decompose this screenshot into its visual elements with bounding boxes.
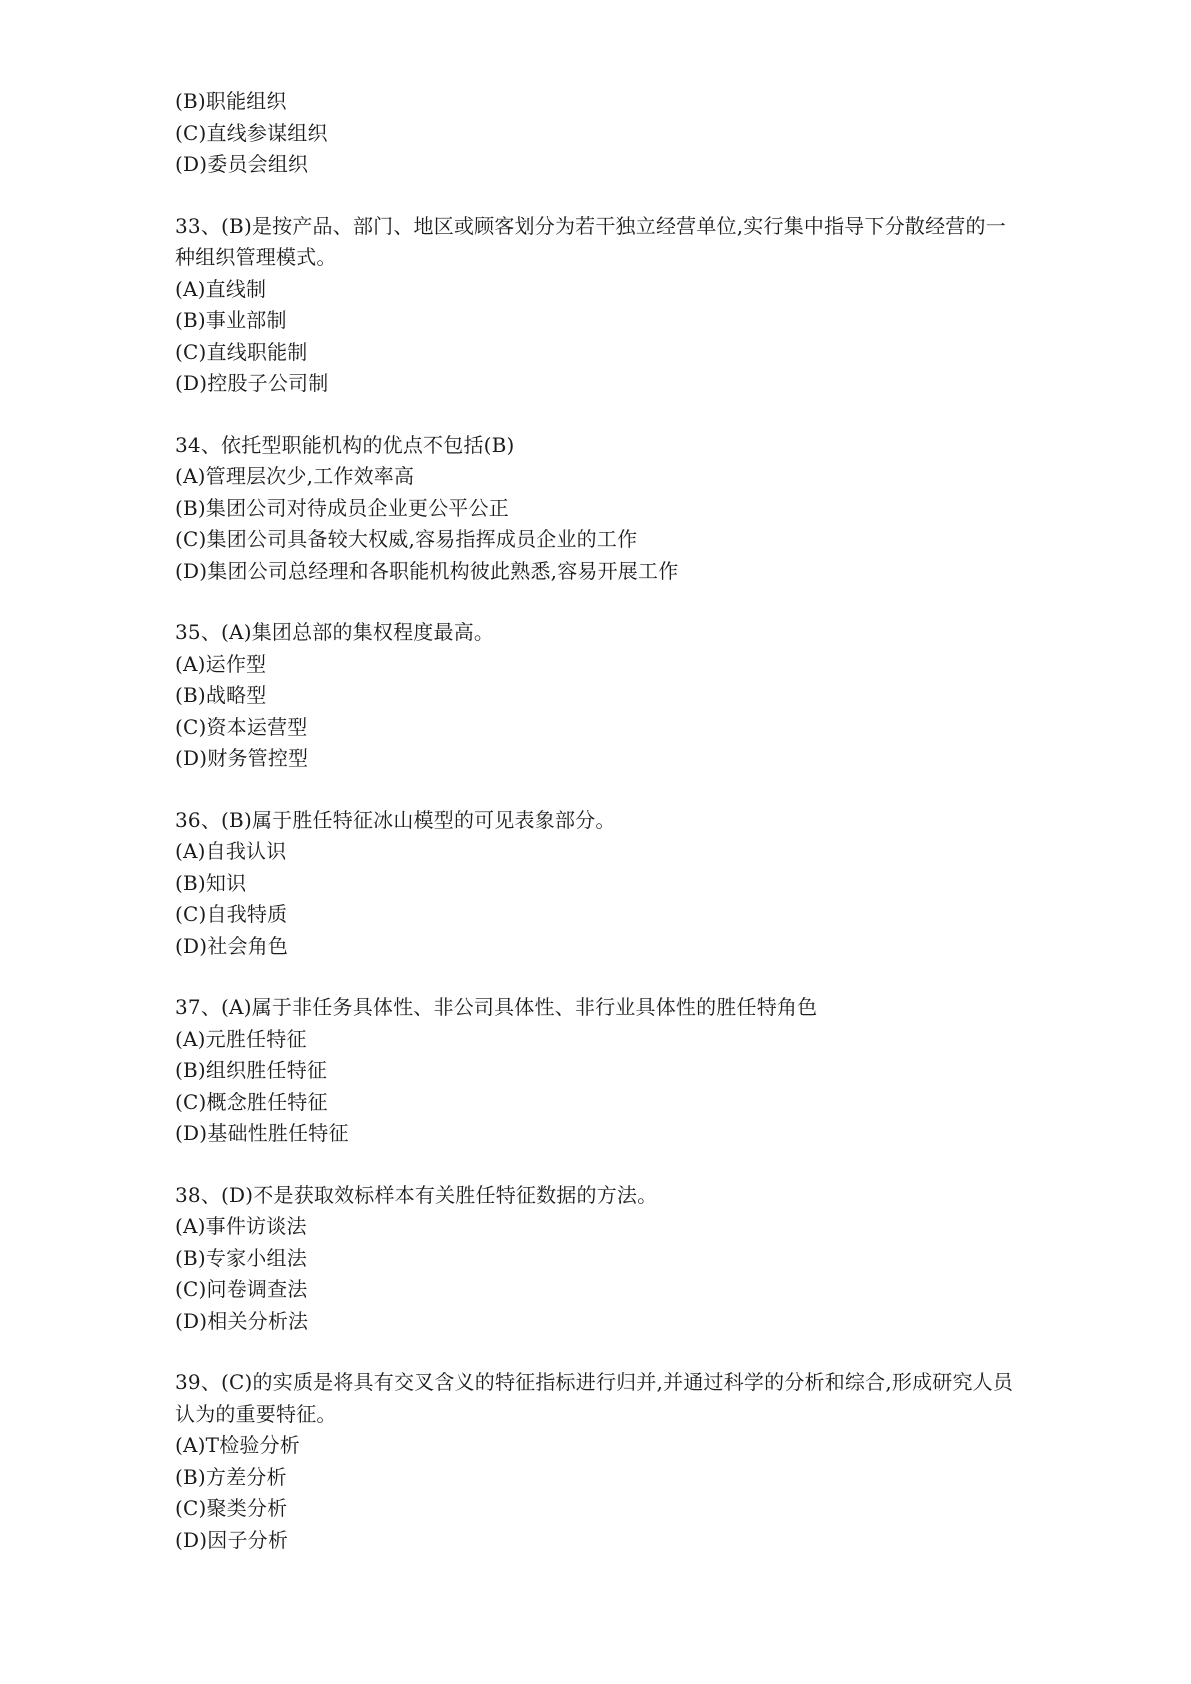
question-stem: 34、依托型职能机构的优点不包括(B) [175, 432, 515, 457]
question-35 [175, 617, 1035, 775]
option-c: (C)聚类分析 [175, 1496, 288, 1520]
question-stem-continued: 种组织管理模式。 [175, 245, 337, 269]
option-c: (C)概念胜任特征 [175, 1089, 328, 1114]
question-stem-continued: 认为的重要特征。 [175, 1401, 337, 1426]
option-b: (B)知识 [175, 870, 247, 895]
question-36 [175, 805, 1035, 963]
option-a: (A)事件访谈法 [175, 1214, 307, 1238]
question-stem: 36、(B)属于胜任特征冰山模型的可见表象部分。 [175, 807, 616, 832]
question-stem: 39、(C)的实质是将具有交叉含义的特征指标进行归并,并通过科学的分析和综合,形成研究人员 [175, 1370, 1014, 1394]
question-stem: 33、(B)是按产品、部门、地区或顾客划分为若干独立经营单位,实行集中指导下分散经营的一 [175, 213, 1006, 238]
option-a: (A)自我认识 [175, 839, 287, 863]
option-d: (D)委员会组织 [175, 152, 309, 176]
option-d: (D)社会角色 [175, 933, 289, 958]
option-c: (C)资本运营型 [175, 714, 308, 739]
option-c: (C)直线参谋组织 [175, 120, 328, 145]
question-33 [175, 211, 1035, 400]
option-d: (D)因子分析 [175, 1527, 289, 1552]
option-d: (D)集团公司总经理和各职能机构彼此熟悉,容易开展工作 [175, 558, 679, 583]
question-stem: 38、(D)不是获取效标样本有关胜任特征数据的方法。 [175, 1182, 658, 1207]
option-c: (C)自我特质 [175, 902, 288, 926]
option-b: (B)职能组织 [175, 89, 287, 113]
option-c: (C)直线职能制 [175, 339, 308, 364]
question-39 [175, 1367, 1035, 1556]
option-b: (B)方差分析 [175, 1464, 287, 1489]
question-37 [175, 992, 1035, 1150]
option-d: (D)相关分析法 [175, 1308, 309, 1333]
question-38 [175, 1180, 1035, 1338]
option-b: (B)专家小组法 [175, 1245, 307, 1270]
option-a: (A)管理层次少,工作效率高 [175, 464, 415, 488]
option-b: (B)战略型 [175, 683, 267, 707]
option-a: (A)运作型 [175, 651, 267, 676]
option-a: (A)T检验分析 [175, 1433, 300, 1457]
option-d: (D)基础性胜任特征 [175, 1121, 349, 1145]
option-d: (D)控股子公司制 [175, 371, 329, 395]
question-34 [175, 430, 1035, 588]
leading-options [175, 86, 1035, 181]
option-c: (C)问卷调查法 [175, 1277, 308, 1301]
option-a: (A)元胜任特征 [175, 1026, 307, 1051]
option-d: (D)财务管控型 [175, 746, 309, 770]
option-c: (C)集团公司具备较大权威,容易指挥成员企业的工作 [175, 527, 638, 551]
option-b: (B)组织胜任特征 [175, 1058, 328, 1082]
document-page [175, 86, 1035, 1556]
question-stem: 35、(A)集团总部的集权程度最高。 [175, 620, 495, 644]
option-b: (B)事业部制 [175, 308, 287, 332]
question-stem: 37、(A)属于非任务具体性、非公司具体性、非行业具体性的胜任特角色 [175, 995, 818, 1019]
option-a: (A)直线制 [175, 276, 267, 301]
option-b: (B)集团公司对待成员企业更公平公正 [175, 495, 509, 520]
